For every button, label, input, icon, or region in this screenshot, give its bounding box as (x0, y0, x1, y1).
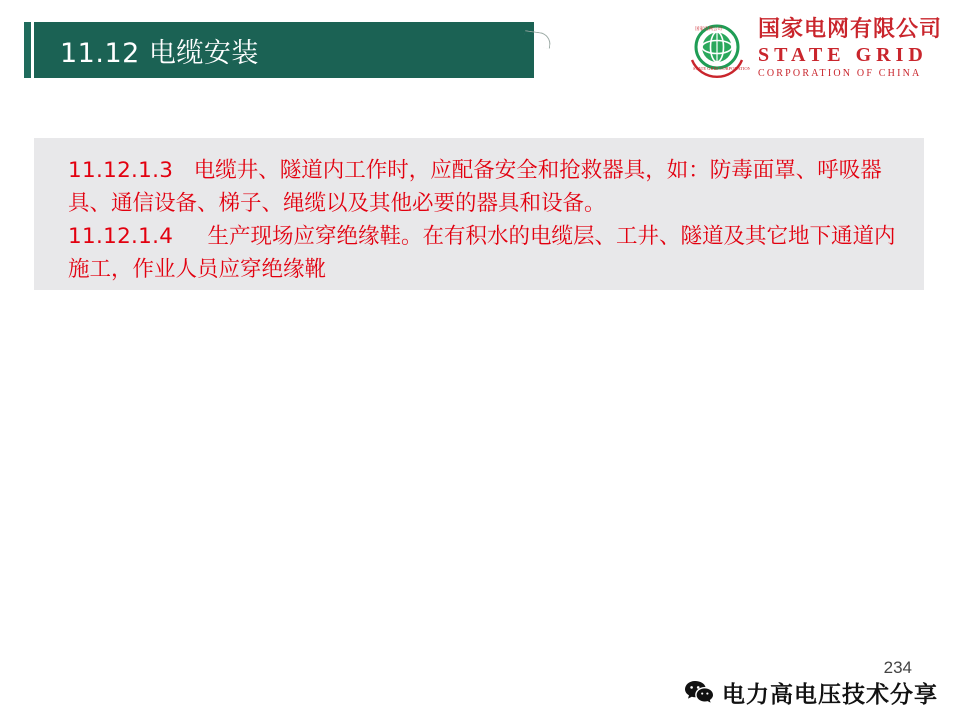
svg-text:STATE GRID CORPORATION: STATE GRID CORPORATION (692, 66, 750, 71)
page-number: 234 (883, 658, 912, 677)
paragraph-1 (68, 154, 900, 220)
content-inner (34, 138, 924, 286)
watermark-text: 电力高电压技术分享 (722, 680, 938, 708)
page-title: 11.12 电缆安装 (60, 37, 259, 69)
paragraph-2-text: 生产现场应穿绝缘鞋。在有积水的电缆层、工井、隧道及其它地下通道内施工，作业人员应穿绝缘靴 (68, 224, 896, 282)
svg-text:国家电网公司: 国家电网公司 (694, 27, 722, 32)
logo-english-sub: CORPORATION OF CHINA (757, 68, 922, 79)
slide-title-bar (24, 22, 534, 78)
state-grid-logo (684, 18, 942, 80)
paragraph-2 (68, 220, 900, 286)
wechat-icon (684, 679, 714, 705)
logo-wordmark (758, 19, 942, 79)
logo-chinese-name: 国家电网有限公司 (757, 17, 942, 42)
paragraph-1-text: 电缆井、隧道内工作时，应配备安全和抢救器具，如：防毒面罩、呼吸器具、通信设备、梯子、绳缆以及其他必要的器具和设备。 (68, 158, 882, 216)
logo-english-name: STATE GRID (757, 44, 928, 66)
paragraph-2-number: 11.12.1.4 (68, 224, 174, 249)
title-box (34, 22, 534, 78)
footer-watermark (684, 674, 938, 710)
title-accent-stripe (24, 22, 31, 78)
state-grid-globe-icon (684, 18, 750, 80)
paragraph-1-number: 11.12.1.3 (68, 158, 174, 183)
content-panel (34, 138, 924, 290)
